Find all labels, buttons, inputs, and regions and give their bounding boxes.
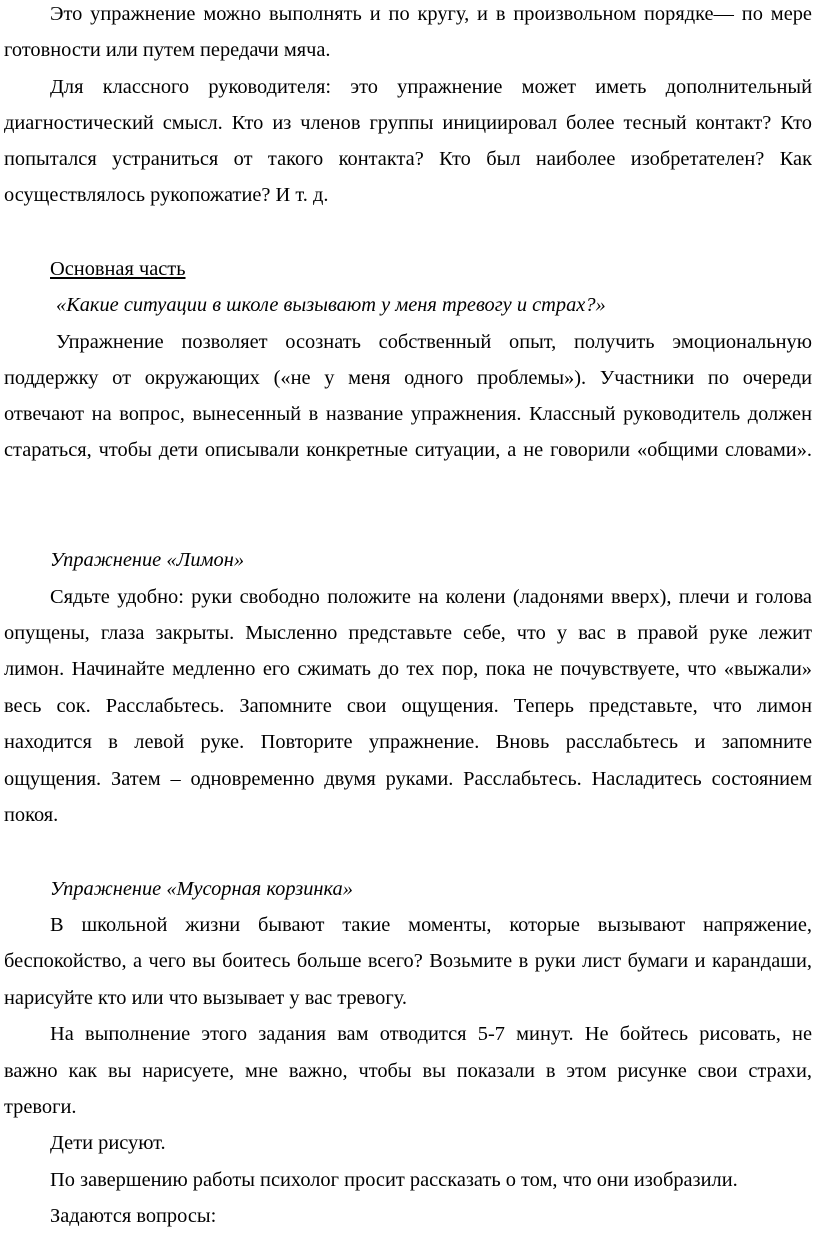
lemon-p-line-5: находится в левой руке. Повторите упражнение. Вновь расслабьтесь и запомните bbox=[4, 731, 812, 753]
lemon-p-line-4: весь сок. Расслабьтесь. Запомните свои ощущения. Теперь представьте, что лимон bbox=[4, 695, 812, 717]
main-question-title: «Какие ситуации в школе вызывают у меня тревогу и страх?» bbox=[56, 294, 606, 316]
main-section-heading: Основная часть bbox=[50, 258, 186, 280]
basket-p2-line-3: тревоги. bbox=[4, 1096, 77, 1118]
basket-exercise-title: Упражнение «Мусорная корзинка» bbox=[50, 878, 353, 900]
intro-p2-line-2: диагностический смысл. Кто из членов группы инициировал более тесный контакт? Кто bbox=[4, 112, 812, 134]
main-p-line-2: поддержку от окружающих («не у меня одного проблемы»). Участники по очереди bbox=[4, 367, 812, 389]
basket-p1-line-1: В школьной жизни бывают такие моменты, которые вызывают напряжение, bbox=[50, 914, 812, 936]
lemon-p-line-2: опущены, глаза закрыты. Мысленно представьте себе, что у вас в правой руке лежит bbox=[4, 622, 812, 644]
basket-p4: По завершению работы психолог просит рассказать о том, что они изобразили. bbox=[50, 1169, 738, 1191]
basket-p5: Задаются вопросы: bbox=[50, 1205, 217, 1227]
basket-p1-line-3: нарисуйте кто или что вызывает у вас тревогу. bbox=[4, 987, 407, 1009]
intro-p2-line-4: осуществлялось рукопожатие? И т. д. bbox=[4, 184, 329, 206]
basket-p3: Дети рисуют. bbox=[50, 1132, 166, 1154]
lemon-p-line-3: лимон. Начинайте медленно его сжимать до тех пор, пока не почувствуете, что «выжали» bbox=[4, 658, 812, 680]
main-p-line-4: стараться, чтобы дети описывали конкретные ситуации, а не говорили «общими словами». bbox=[4, 439, 812, 461]
intro-p2-line-1: Для классного руководителя: это упражнение может иметь дополнительный bbox=[50, 76, 812, 98]
basket-p2-line-1: На выполнение этого задания вам отводится 5-7 минут. Не бойтесь рисовать, не bbox=[50, 1023, 812, 1045]
main-p-line-1: Упражнение позволяет осознать собственный опыт, получить эмоциональную bbox=[56, 331, 812, 353]
lemon-p-line-1: Сядьте удобно: руки свободно положите на колени (ладонями вверх), плечи и голова bbox=[50, 586, 812, 608]
basket-p1-line-2: беспокойство, а чего вы боитесь больше всего? Возьмите в руки лист бумаги и карандаши, bbox=[4, 950, 812, 972]
basket-p2-line-2: важно как вы нарисуете, мне важно, чтобы вы показали в этом рисунке свои страхи, bbox=[4, 1060, 812, 1082]
lemon-p-line-7: покоя. bbox=[4, 804, 59, 826]
lemon-p-line-6: ощущения. Затем – одновременно двумя руками. Расслабьтесь. Насладитесь состоянием bbox=[4, 768, 812, 790]
intro-p1-line-1: Это упражнение можно выполнять и по кругу, и в произвольном порядке— по мере bbox=[50, 3, 812, 25]
main-p-line-3: отвечают на вопрос, вынесенный в название упражнения. Классный руководитель должен bbox=[4, 403, 812, 425]
lemon-exercise-title: Упражнение «Лимон» bbox=[50, 549, 245, 571]
intro-p1-line-2: готовности или путем передачи мяча. bbox=[4, 39, 331, 61]
intro-p2-line-3: попытался устраниться от такого контакта? Кто был наиболее изобретателен? Как bbox=[4, 148, 812, 170]
